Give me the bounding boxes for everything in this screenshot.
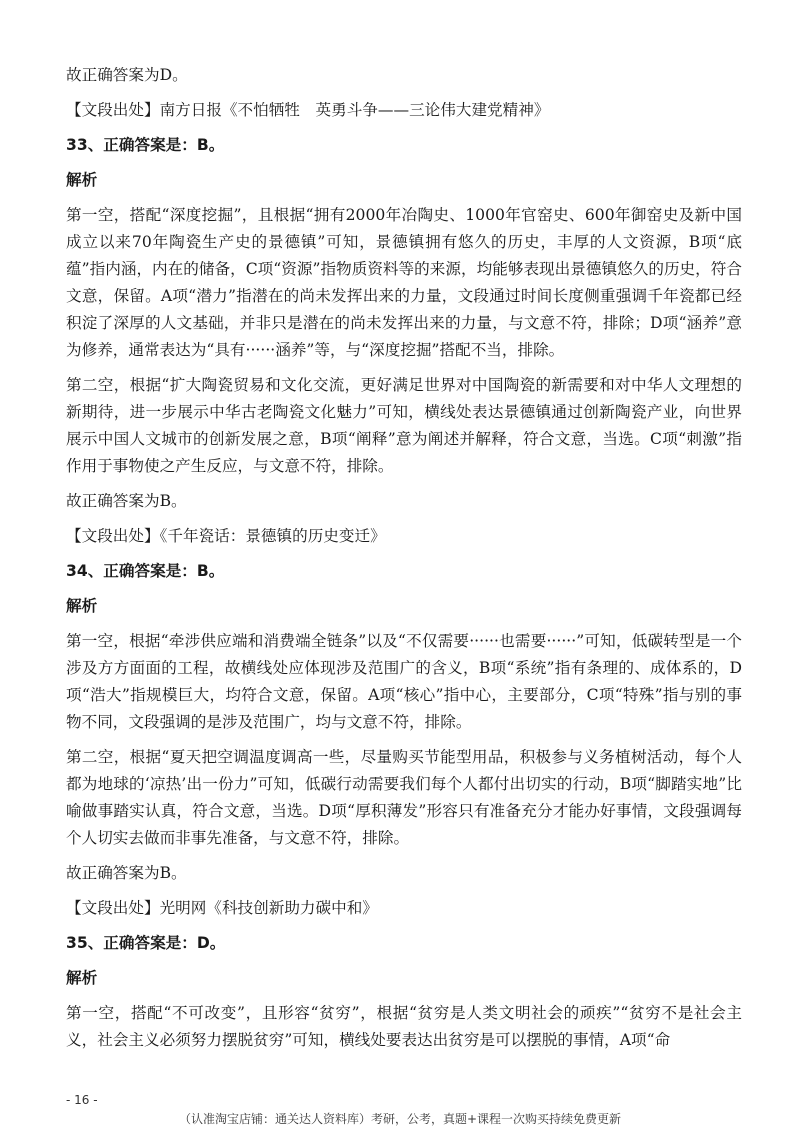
paragraph: 故正确答案为B。 xyxy=(66,864,187,882)
document-page xyxy=(66,62,742,1062)
page-number: - 16 - xyxy=(66,1093,98,1107)
section-heading: 解析 xyxy=(66,969,98,987)
section-heading: 33、正确答案是：B。 xyxy=(66,136,225,154)
section-heading: 34、正确答案是：B。 xyxy=(66,562,225,580)
paragraph: 第一空，根据“牵涉供应端和消费端全链条”以及“不仅需要······也需要······”可知，低碳转型是一个涉及方方面面的工程，故横线处应体现涉及范围广的含义，B项“系统”指有条理的、成体系的，D项“浩大”指规模巨大，均符合文意，保留。A项“核心”指中心，主要部分，C项“特殊”指与别的事物不同，文段强调的是涉及范围广，均与文意不符，排除。 xyxy=(66,632,742,731)
section-heading: 35、正确答案是：D。 xyxy=(66,934,226,952)
paragraph: 第二空，根据“扩大陶瓷贸易和文化交流，更好满足世界对中国陶瓷的新需要和对中华人文理想的新期待，进一步展示中华古老陶瓷文化魅力”可知，横线处表达景德镇通过创新陶瓷产业，向世界展示中国人文城市的创新发展之意，B项“阐释”意为阐述并解释，符合文意，当选。C项“刺激”指作用于事物使之产生反应，与文意不符，排除。 xyxy=(66,376,742,475)
section-heading: 解析 xyxy=(66,597,98,615)
paragraph: 【文段出处】光明网《科技创新助力碳中和》 xyxy=(66,899,378,917)
paragraph: 第二空，根据“夏天把空调温度调高一些，尽量购买节能型用品，积极参与义务植树活动，每个人都为地球的‘凉热’出一份力”可知，低碳行动需要我们每个人都付出切实的行动，B项“脚踏实地”比喻做事踏实认真，符合文意，当选。D项“厚积薄发”形容只有准备充分才能办好事情，文段强调每个人切实去做而非事先准备，与文意不符，排除。 xyxy=(66,748,742,847)
paragraph: 第一空，搭配“不可改变”，且形容“贫穷”，根据“贫穷是人类文明社会的顽疾”“贫穷不是社会主义，社会主义必须努力摆脱贫穷”可知，横线处要表达出贫穷是可以摆脱的事情，A项“命 xyxy=(66,1004,742,1049)
section-heading: 解析 xyxy=(66,171,98,189)
paragraph: 故正确答案为B。 xyxy=(66,492,187,510)
footer-note: （认准淘宝店铺：通关达人资料库）考研，公考，真题+课程一次购买持续免费更新 xyxy=(178,1112,622,1126)
paragraph: 第一空，搭配“深度挖掘”，且根据“拥有2000年冶陶史、1000年官窑史、600年御窑史及新中国成立以来70年陶瓷生产史的景德镇”可知，景德镇拥有悠久的历史，丰厚的人文资源，B项“底蕴”指内涵，内在的储备，C项“资源”指物质资料等的来源，均能够表现出景德镇悠久的历史，符合文意，保留。A项“潜力”指潜在的尚未发挥出来的力量，文段通过时间长度侧重强调千年瓷都已经积淀了深厚的人文基础，并非只是潜在的尚未发挥出来的力量，与文意不符，排除；D项“涵养”意为修养，通常表达为“具有······涵养”等，与“深度挖掘”搭配不当，排除。 xyxy=(66,206,742,359)
paragraph: 故正确答案为D。 xyxy=(66,66,188,84)
paragraph: 【文段出处】《千年瓷话：景德镇的历史变迁》 xyxy=(66,527,386,545)
paragraph: 【文段出处】南方日报《不怕牺牲 英勇斗争——三论伟大建党精神》 xyxy=(66,101,550,119)
